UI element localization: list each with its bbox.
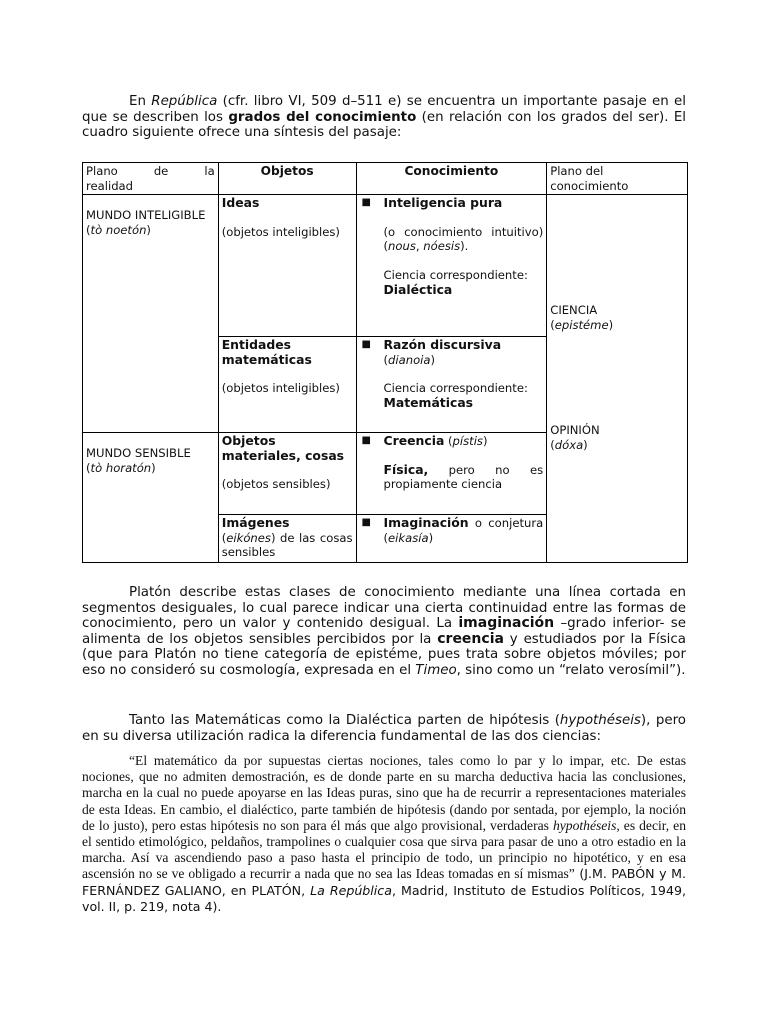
inteligencia-cell: ■ Inteligencia pura (o conocimiento intuitivo) (nous, nóesis). Ciencia correspondiente: Dialéctica (356, 195, 547, 337)
knowledge-table (82, 162, 688, 563)
paragraph-linea: Platón describe estas clases de conocimiento mediante una línea cortada en segmentos desiguales, lo cual parece indicar una cierta continuidad entre las formas de conocimiento, pero un valor y contenido desigual. La imaginación –grado inferior- se alimenta de los objetos sensibles percibidos por la creencia y estudiados por la Física (que para Platón no tiene categoría de epistéme, pues trata sobre objetos móviles; por eso no consideró su cosmología, expresada en el Timeo, sino como un “relato verosímil”). (82, 585, 686, 678)
mundo-inteligible-cell: MUNDO INTELIGIBLE (tò noetón) (83, 195, 219, 433)
imaginacion-cell: ■ Imaginación o conjetura (eikasía) (356, 515, 547, 563)
creencia-cell: ■ Creencia (pístis) Física, pero no es propiamente ciencia (356, 433, 547, 515)
horaton-italic: tò horatón (90, 460, 152, 475)
doxa-italic: dóxa (554, 437, 584, 452)
plano-conocimiento-cell: CIENCIA (epistéme) OPINIÓN (dóxa) (547, 195, 688, 563)
bullet-square-icon: ■ (361, 517, 371, 529)
intro-text: (cfr. libro VI, 509 d–511 e) se encuentra un importante pasaje en el que se describen los (82, 94, 686, 125)
header-conocimiento: Conocimiento (356, 163, 547, 195)
table-header-row (83, 163, 688, 195)
grados-bold: grados del conocimiento (228, 109, 417, 125)
episteme-italic: epistéme (554, 317, 609, 332)
intro-paragraph (82, 94, 686, 141)
ideas-cell: Ideas (objetos inteligibles) (218, 195, 356, 337)
bullet-square-icon: ■ (361, 197, 371, 209)
imagenes-cell: Imágenes (eikónes) de las cosas sensibles (218, 515, 356, 563)
bullet-square-icon: ■ (361, 435, 371, 447)
republica-italic: República (151, 94, 218, 109)
intro-text: (en relación con los grados del ser). El cuadro siguiente ofrece una síntesis del pasaje: (82, 109, 686, 141)
citation: (J.M. PABÓN y M. FERNÁNDEZ GALIANO, en PLATÓN, La República, Madrid, Instituto de Estudios Políticos, 1949, vol. II, p. 219, nota 4). (82, 866, 686, 914)
mundo-sensible-cell: MUNDO SENSIBLE (tò horatón) (83, 433, 219, 563)
header-plano-realidad: Plano de la realidad (83, 163, 219, 195)
intro-text: En (129, 94, 152, 109)
paragraph-hipotesis: Tanto las Matemáticas como la Dialéctica parten de hipótesis (hypothéseis), pero en su diversa utilización radica la diferencia fundamental de las dos ciencias: (82, 713, 686, 744)
table-row-ideas (83, 195, 688, 337)
header-objetos: Objetos (218, 163, 356, 195)
objetos-materiales-cell: Objetos materiales, cosas (objetos sensibles) (218, 433, 356, 515)
razon-cell: ■ Razón discursiva (dianoia) Ciencia correspondiente: Matemáticas (356, 337, 547, 433)
bullet-square-icon: ■ (361, 339, 371, 351)
header-plano-conocimiento: Plano del conocimiento (547, 163, 688, 195)
entidades-cell: Entidades matemáticas (objetos inteligibles) (218, 337, 356, 433)
noeton-italic: tò noetón (90, 222, 147, 237)
block-quote: “El matemático da por supuestas ciertas nociones, tales como lo par y lo impar, etc. De estas nociones, que no admiten demostración, es de donde parte en su marcha deductiva hacia las conclusiones, marcha en la cual no puede apoyarse en las Ideas puras, sino que ha de recurrir a representaciones materiales de esta Ideas. En cambio, el dialéctico, parte también de hipótesis (dando por sentada, por ejemplo, la noción de lo justo), pero estas hipótesis no son para él más que algo provisional, verdaderas hypothéseis, es decir, en el sentido etimológico, peldaños, trampolines o cualquier cosa que sirva para pasar de uno a otro estadio en la marcha. Así va ascendiendo paso a paso hasta el principio de todo, un principio no hipotético, y en esa ascensión no se ve obligado a recurrir a nada que no sea las Ideas tomadas en sí mismas” (J.M. PABÓN y M. FERNÁNDEZ GALIANO, en PLATÓN, La República, Madrid, Instituto de Estudios Políticos, 1949, vol. II, p. 219, nota 4). (82, 753, 687, 914)
